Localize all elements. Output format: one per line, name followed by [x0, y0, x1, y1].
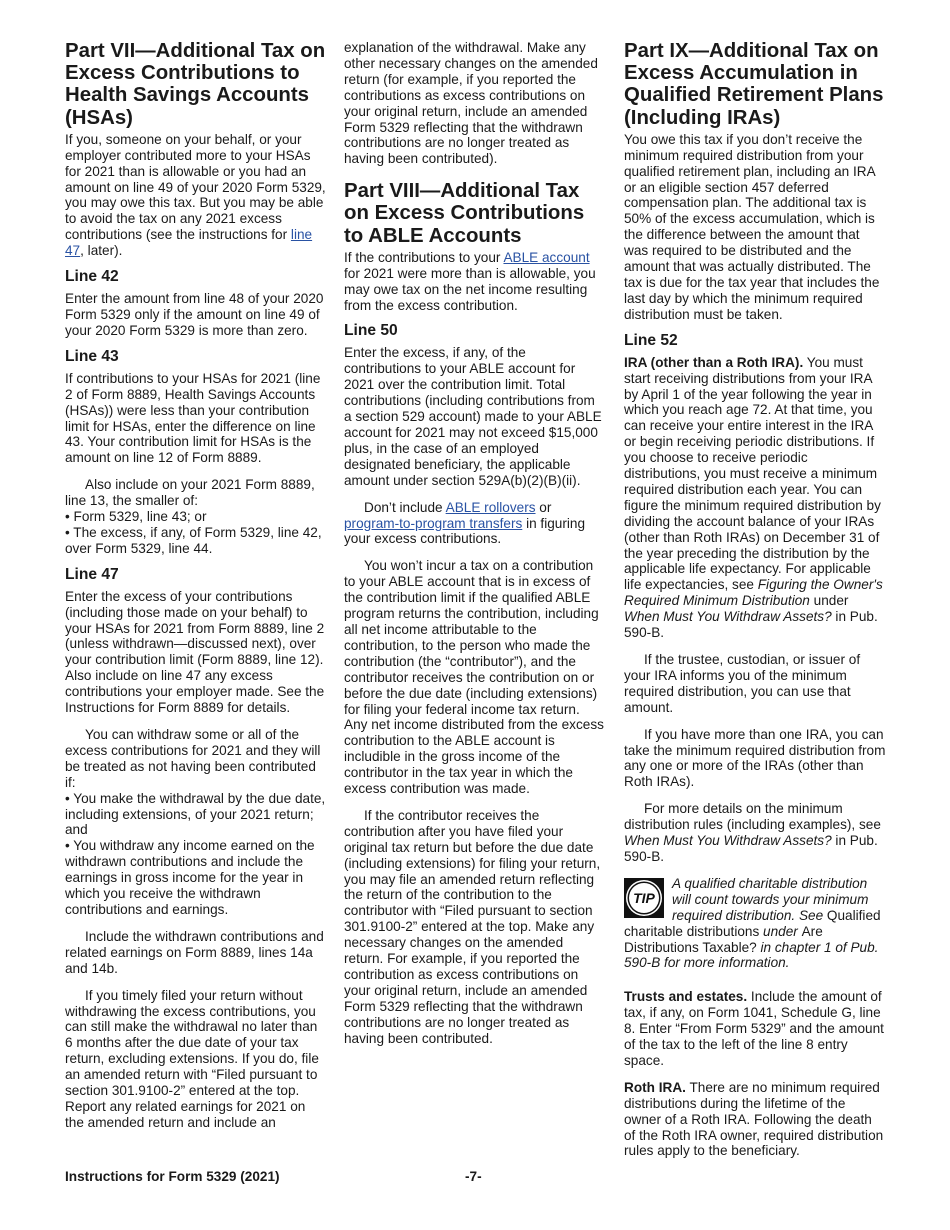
part8-intro-text-a: If the contributions to your	[344, 249, 504, 265]
details-text-a: For more details on the minimum distribution rules (including examples), see	[624, 801, 881, 833]
line50-wont-incur: You won’t incur a tax on a contribution to your ABLE account that is in excess of the contribution limit if the qualified ABLE program returns the contribution, including all net income attributable to the contribution, to the person who made the contribution (the “contributor”), and the contributor receives the contribution on or before the due date (including extensions) for filing your federal income tax return. Any net income distributed from the excess contribution to the ABLE account is includible in the gross income of the contributor in the tax year in which the excess contribution was made.	[344, 558, 604, 797]
page-number: -7-	[465, 1169, 482, 1184]
tip-text-a: A qualified charitable distribution will count towards your minimum required distribution. See	[672, 875, 869, 923]
ira-ital-2: When Must You Withdraw Assets?	[624, 609, 832, 625]
ira-text-a: You must start receiving distributions from your IRA by April 1 of the year following the year in which you reach age 72. At that time, you can receive your entire interest in the IRA or begin receiving periodic distributions. If you choose to receive periodic distributions, you must receive a minimum required distribution each year. You can figure the minimum required distribution by dividing the account balance of your IRAs (other than Roth IRAs) on December 31 of the year preceding the distribution by the applicable life expectancy. For applicable life expectancies, see	[624, 354, 881, 593]
part8-intro-text-b: for 2021 were more than is allowable, you may owe tax on the net income resulting from the excess contribution.	[344, 265, 596, 313]
tip-badge-label: TIP	[633, 889, 655, 906]
trusts-lead: Trusts and estates.	[624, 989, 748, 1005]
line43-also: Also include on your 2021 Form 8889, line 13, the smaller of:	[65, 477, 315, 509]
able-rollovers-link[interactable]: ABLE rollovers	[445, 499, 536, 515]
ira-text-b: under	[809, 593, 849, 609]
more-than-one-ira: If you have more than one IRA, you can take the minimum required distribution from any one or more of the IRAs (other than Roth IRAs).	[624, 726, 886, 790]
roth-paragraph	[624, 1080, 886, 1160]
line50-dont-include	[344, 500, 606, 548]
tip-icon	[624, 878, 664, 918]
line43-bullet-2: • The excess, if any, of Form 5329, line 42, over Form 5329, line 44.	[65, 524, 322, 556]
details-text-b: in Pub. 590-B.	[624, 833, 878, 864]
tip-norm-1: Qualified charitable distributions	[624, 907, 881, 939]
ira-lead: IRA (other than a Roth IRA).	[624, 354, 804, 370]
line50-if-contributor: If the contributor receives the contribution after you have filed your original tax return but before the due date (including extensions) for filing your return, you may file an amended return reflecting the return of the contribution to the contributor with “Filed pursuant to section 301.9100-2” entered at the top. Make any necessary changes on the amended return. For example, if you reported the contribution as excess contributions on your original return, include an amended Form 5329 reflecting that the withdrawn contributions are no longer treated as having been contributed.	[344, 807, 601, 1046]
line42-text: Enter the amount from line 48 of your 2020 Form 5329 only if the amount on line 49 of your 2020 Form 5329 is more than zero.	[65, 291, 324, 338]
part7-intro-text-b: , later).	[80, 243, 123, 259]
trustee-paragraph: If the trustee, custodian, or issuer of your IRA informs you of the minimum required distribution, you can use that amount.	[624, 652, 861, 715]
line50-heading: Line 50	[344, 322, 398, 340]
able-account-link[interactable]: ABLE account	[503, 249, 590, 265]
line-47-link[interactable]: line 47	[65, 227, 313, 259]
column-3	[624, 40, 886, 1159]
tip-box	[624, 876, 886, 971]
column-1	[65, 40, 327, 1131]
line47-heading: Line 47	[65, 565, 119, 583]
part7-intro	[65, 132, 327, 259]
ira-text-c: in Pub. 590-B.	[624, 609, 878, 641]
footer-title: Instructions for Form 5329 (2021)	[65, 1169, 280, 1184]
line43-heading: Line 43	[65, 347, 119, 365]
part8-intro	[344, 250, 606, 314]
line47-include: Include the withdrawn contributions and related earnings on Form 8889, lines 14a and 14b.	[65, 928, 324, 976]
line52-heading: Line 52	[624, 331, 678, 349]
part9-title: Part IX—Additional Tax on Excess Accumulation in Qualified Retirement Plans (Including IRAs)	[624, 40, 884, 129]
tip-text-b: under	[759, 923, 802, 939]
line50-text: Enter the excess, if any, of the contributions to your ABLE account for 2021 over the contribution limit. Total contributions (including contributions from a section 529 account) made to your ABLE account for 2021 may not exceed $15,000 plus, in the case of an employed designated beneficiary, the applicable amount under section 529A(b)(2)(B)(ii).	[344, 345, 602, 488]
line47-timely: If you timely filed your return without withdrawing the excess contributions, you can still make the withdrawal no later than 6 months after the due date of your tax return, excluding extensions. If you do, file an amended return with “Filed pursuant to section 301.9100-2” entered at the top. Report any related earnings for 2021 on the amended return and include an	[65, 987, 319, 1130]
tip-text-c: in chapter 1 of Pub. 590-B for more information.	[624, 939, 879, 971]
line47-text: Enter the excess of your contributions (including those made on your behalf) to your HSAs for 2021 from Form 8889, line 2 (unless withdrawn—discussed next), over your contribution limit (Form 8889, line 12). Also include on line 47 any excess contributions your employer made. See the Instructions for Form 8889 for details.	[65, 588, 325, 716]
line42-heading: Line 42	[65, 268, 119, 286]
part7-title: Part VII—Additional Tax on Excess Contributions to Health Savings Accounts (HSAs)	[65, 40, 326, 129]
roth-text: There are no minimum required distributions during the lifetime of the owner of a Roth IRA. Following the death of the Roth IRA owner, required distribution rules apply to the beneficiary.	[624, 1079, 884, 1159]
details-ital: When Must You Withdraw Assets?	[624, 833, 832, 849]
line47-bullet-1: • You make the withdrawal by the due date, including extensions, of your 2021 return; and	[65, 790, 326, 838]
part9-intro: You owe this tax if you don’t receive the minimum required distribution from your qualified retirement plan, including an IRA or an eligible section 457 deferred compensation plan. The additional tax is 50% of the excess accumulation, which is the difference between the amount that was required to be distributed and the amount that was actually distributed. The tax is due for the tax year that includes the last day by which the minimum required distribution must be taken.	[624, 131, 880, 322]
ira-ital-1: Figuring the Owner's Required Minimum Distribution	[624, 577, 883, 609]
part7-intro-text-a: If you, someone on your behalf, or your employer contributed more to your HSAs for 2021 than is allowable or you had an amount on line 49 of your 2020 Form 5329, you may owe this tax. But you may be able to avoid the tax on any 2021 excess contributions (see the instructions for	[65, 131, 326, 243]
program-transfers-link[interactable]: program-to-program transfers	[344, 515, 523, 531]
ira-paragraph	[624, 355, 886, 641]
roth-lead: Roth IRA.	[624, 1079, 686, 1095]
trusts-text: Include the amount of tax, if any, on Form 1041, Schedule G, line 8. Enter “From Form 5329” and the amount of the tax to the left of the line 8 entry space.	[624, 989, 884, 1068]
line47-bullet-2: • You withdraw any income earned on the withdrawn contributions and include the earnings in gross income for the year in which you receive the withdrawn contributions and earnings.	[65, 838, 315, 917]
column-2	[344, 40, 606, 1047]
line50-dont-text-c: in figuring your excess contributions.	[344, 515, 586, 547]
line50-dont-text-a: Don’t include	[364, 499, 446, 515]
line43-bullet-1: • Form 5329, line 43; or	[65, 509, 207, 525]
trusts-paragraph	[624, 989, 886, 1069]
tip-norm-2: Are Distributions Taxable?	[624, 923, 823, 955]
line50-dont-text-b: or	[535, 499, 552, 515]
part8-title: Part VIII—Additional Tax on Excess Contributions to ABLE Accounts	[344, 180, 585, 247]
line43-text: If contributions to your HSAs for 2021 (line 2 of Form 8889, Health Savings Accounts (HSAs)) were less than your contribution limit for HSAs, enter the difference on line 43. Your contribution limit for HSAs is the amount on line 12 of Form 8889.	[65, 370, 321, 466]
part7-continued-text: explanation of the withdrawal. Make any other necessary changes on the amended return (for example, if you reported the contributions as excess contributions on your original return, include an amended Form 5329 reflecting that the withdrawn contributions are no longer treated as having been contributed).	[344, 40, 598, 167]
line47-withdraw: You can withdraw some or all of the excess contributions for 2021 and they will be treated as not having been contributed if:	[65, 727, 321, 790]
more-details	[624, 801, 886, 865]
